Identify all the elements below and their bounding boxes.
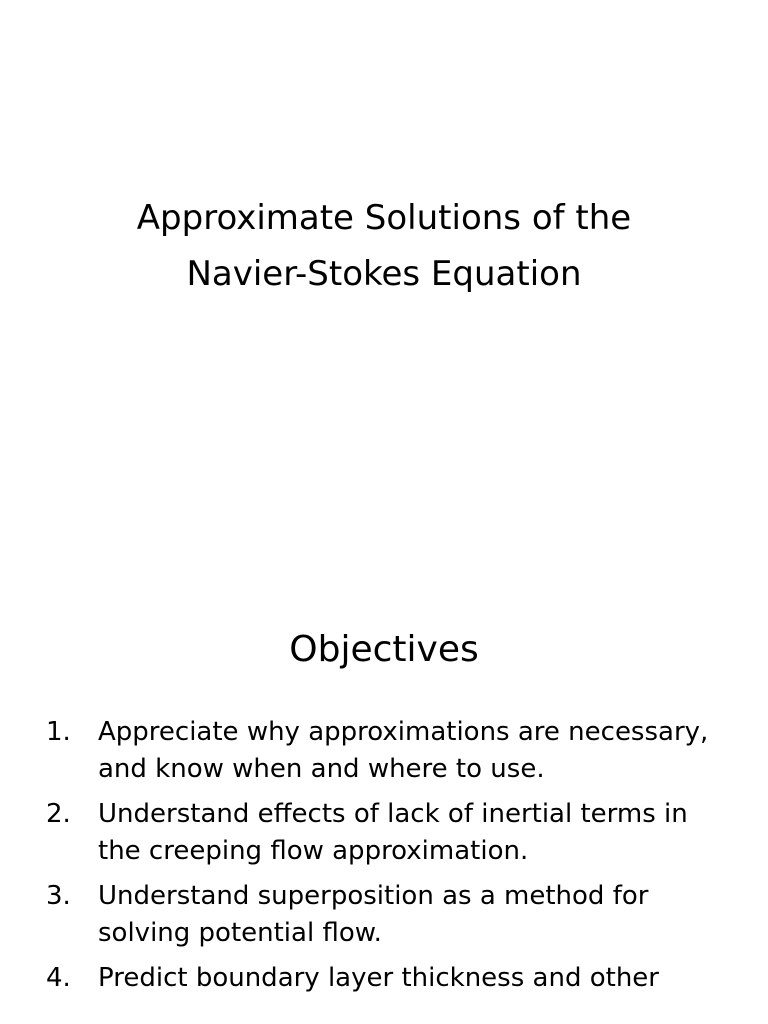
list-item-number: 4. [46,963,71,993]
objectives-slide [0,576,768,1024]
list-item-text: Appreciate why approximations are necessary, and know when and where to use. [98,717,709,784]
list-item [46,796,736,870]
objectives-list [46,714,736,1005]
list-item-number: 3. [46,881,71,911]
list-item-number: 2. [46,799,71,829]
slide-title-line-1: Approximate Solutions of the [136,198,632,238]
list-item-text: Predict boundary layer thickness and other [98,963,659,993]
list-item [46,714,736,788]
list-item-text: Understand superposition as a method for solving potential flow. [98,881,649,948]
objectives-heading: Objectives [289,629,479,670]
slide-title-line-2: Navier-Stokes Equation [186,254,582,294]
list-item [46,960,736,997]
list-item-text: Understand effects of lack of inertial terms in the creeping flow approximation. [98,799,688,866]
slide-title [40,190,728,302]
list-item [46,878,736,952]
list-item-number: 1. [46,717,71,747]
